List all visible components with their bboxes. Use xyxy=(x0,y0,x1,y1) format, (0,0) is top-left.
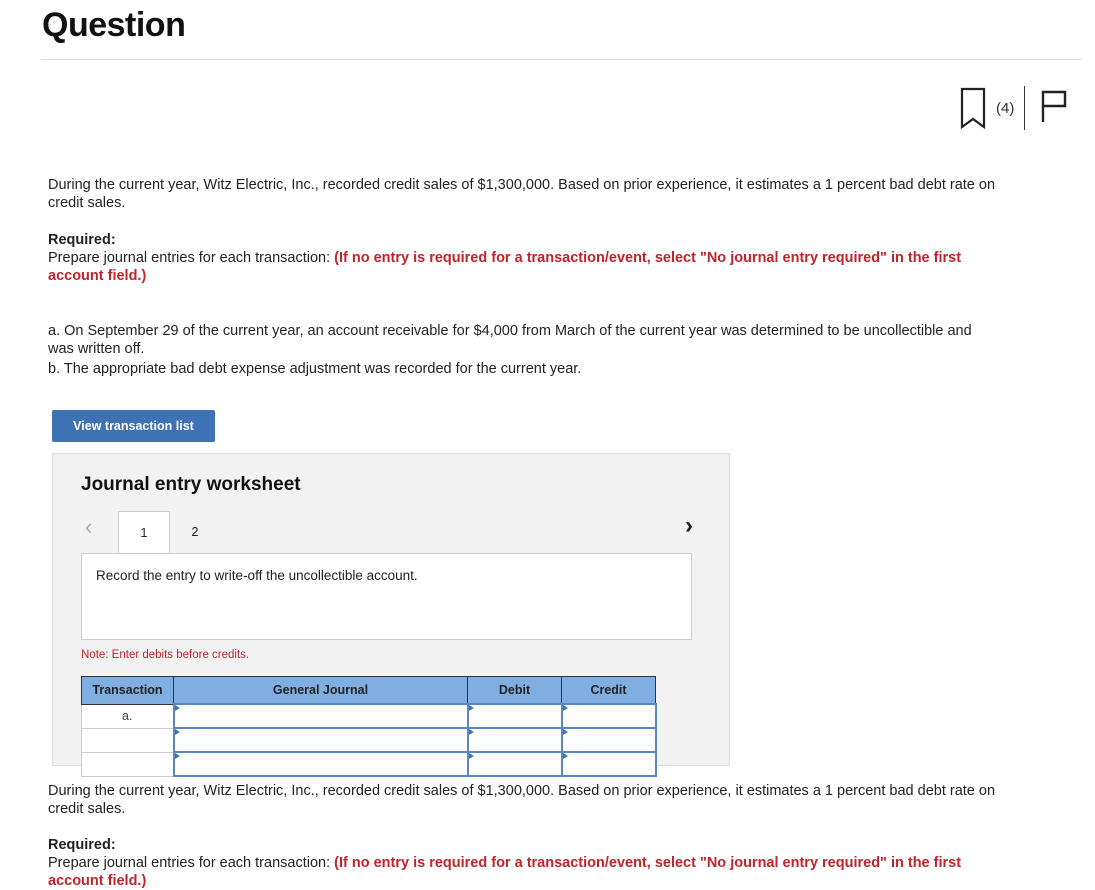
required-instructions xyxy=(48,249,1008,285)
col-debit: Debit xyxy=(468,677,562,705)
next-arrow-icon[interactable]: › xyxy=(685,512,693,539)
view-transaction-list-button[interactable]: View transaction list xyxy=(52,410,215,442)
credit-input[interactable] xyxy=(562,752,656,776)
credit-input[interactable] xyxy=(562,728,656,752)
repeat-required-text: Prepare journal entries for each transaction: xyxy=(48,855,335,871)
required-note: (If no entry is required for a transaction/event, select "No journal entry required" in the first account field.) xyxy=(48,250,962,284)
entry-description: Record the entry to write-off the uncollectible account. xyxy=(81,553,692,640)
col-transaction: Transaction xyxy=(82,677,174,705)
tab-1[interactable]: 1 xyxy=(118,511,170,553)
account-input[interactable] xyxy=(174,728,468,752)
tab-2[interactable]: 2 xyxy=(191,525,199,539)
bookmark-count: (4) xyxy=(996,99,1015,117)
required-label: Required: xyxy=(48,232,116,248)
transaction-cell xyxy=(82,728,174,752)
bookmark-icon[interactable] xyxy=(958,86,988,130)
debit-input[interactable] xyxy=(468,752,562,776)
table-row xyxy=(82,752,656,776)
prev-arrow-icon[interactable]: ‹ xyxy=(85,514,93,539)
transaction-cell: a. xyxy=(82,704,174,728)
item-a: a. On September 29 of the current year, an account receivable for $4,000 from March of the current year was determined to be uncollectible and was written off. xyxy=(48,323,972,357)
debit-input[interactable] xyxy=(468,704,562,728)
question-tools xyxy=(958,86,1075,130)
entry-note: Note: Enter debits before credits. xyxy=(81,649,250,661)
journal-entry-worksheet xyxy=(52,453,730,766)
table-row xyxy=(82,728,656,752)
repeat-required-note: (If no entry is required for a transaction/event, select "No journal entry required" in the first account field.) xyxy=(48,855,962,889)
col-credit: Credit xyxy=(562,677,656,705)
transaction-cell xyxy=(82,752,174,776)
required-text: Prepare journal entries for each transaction: xyxy=(48,250,335,266)
divider xyxy=(42,59,1082,60)
item-b: b. The appropriate bad debt expense adjustment was recorded for the current year. xyxy=(48,361,582,377)
repeat-required-label: Required: xyxy=(48,837,116,853)
flag-icon[interactable] xyxy=(1035,86,1075,130)
account-input[interactable] xyxy=(174,704,468,728)
page-title: Question xyxy=(42,6,186,44)
debit-input[interactable] xyxy=(468,728,562,752)
table-row xyxy=(82,704,656,728)
repeat-intro: During the current year, Witz Electric, Inc., recorded credit sales of $1,300,000. Based on prior experience, it estimates a 1 percent bad debt rate on credit sales. xyxy=(48,782,998,818)
credit-input[interactable] xyxy=(562,704,656,728)
col-general-journal: General Journal xyxy=(174,677,468,705)
worksheet-title: Journal entry worksheet xyxy=(81,474,301,495)
repeat-required-instructions xyxy=(48,854,1008,890)
journal-table xyxy=(81,676,657,777)
account-input[interactable] xyxy=(174,752,468,776)
question-intro: During the current year, Witz Electric, Inc., recorded credit sales of $1,300,000. Based on prior experience, it estimates a 1 percent bad debt rate on credit sales. xyxy=(48,177,996,211)
separator xyxy=(1024,86,1025,130)
